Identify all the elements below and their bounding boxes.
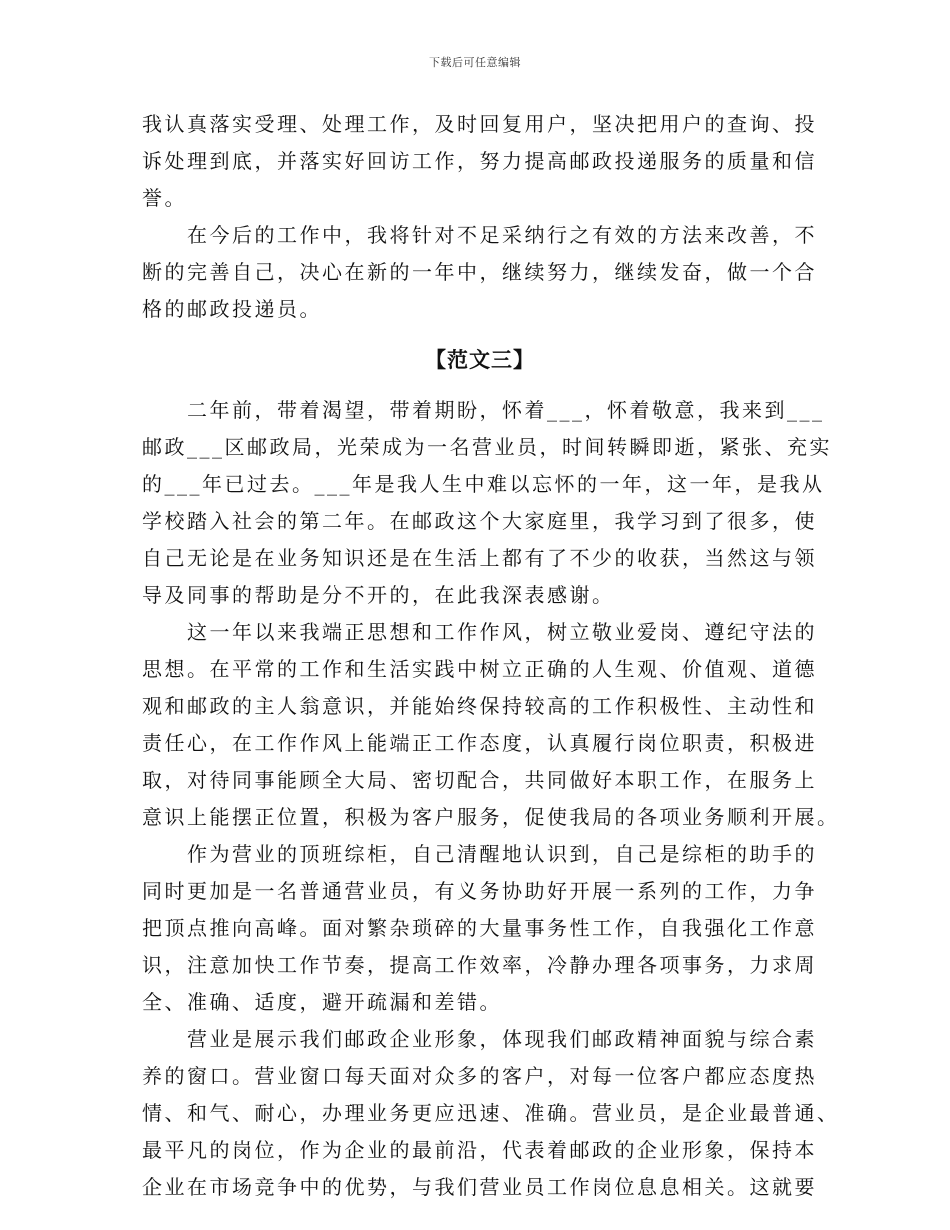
paragraph	[142, 836, 818, 1021]
text-line: 导及同事的帮助是分不开的，在此我深表感谢。	[142, 583, 615, 607]
text-line: 最平凡的岗位，作为企业的最前沿，代表着邮政的企业形象，保持本	[142, 1138, 817, 1162]
text-line: 的___年已过去。___年是我人生中难以忘怀的一年，这一年，是我从	[142, 472, 825, 496]
text-line: 学校踏入社会的第二年。在邮政这个大家庭里，我学习到了很多，使	[142, 509, 817, 533]
paragraph	[142, 1021, 840, 1206]
text-line: 邮政___区邮政局，光荣成为一名营业员，时间转瞬即逝，紧张、充实	[142, 435, 832, 459]
text-line: 观和邮政的主人翁意识，并能始终保持较高的工作积极性、主动性和	[142, 694, 817, 718]
text-line: 企业在市场竞争中的优势，与我们营业员工作岗位息息相关。这就要	[142, 1175, 817, 1199]
text-line: 情、和气、耐心，办理业务更应迅速、准确。营业员，是企业最普通、	[142, 1101, 840, 1125]
text-line: 意识上能摆正位置，积极为客户服务，促使我局的各项业务顺利开展。	[142, 805, 840, 829]
header-note: 下载后可任意编辑	[429, 56, 521, 69]
text-line: 格的邮政投递员。	[142, 297, 322, 321]
text-line: 在今后的工作中，我将针对不足采纳行之有效的方法来改善，不	[187, 223, 817, 247]
paragraph	[142, 106, 818, 217]
text-line: 取，对待同事能顾全大局、密切配合，共同做好本职工作，在服务上	[142, 768, 817, 792]
text-line: 誉。	[142, 186, 187, 210]
paragraph	[142, 392, 832, 614]
text-line: 这一年以来我端正思想和工作作风，树立敬业爱岗、遵纪守法的	[187, 620, 817, 644]
text-line: 养的窗口。营业窗口每天面对众多的客户，对每一位客户都应态度热	[142, 1064, 817, 1088]
paragraph	[142, 614, 840, 836]
text-line: 二年前，带着渴望，带着期盼，怀着___，怀着敬意，我来到___	[187, 398, 825, 422]
text-line: 我认真落实受理、处理工作，及时回复用户，坚决把用户的查询、投	[142, 112, 817, 136]
text-line: 诉处理到底，并落实好回访工作，努力提高邮政投递服务的质量和信	[142, 149, 817, 173]
text-line: 思想。在平常的工作和生活实践中树立正确的人生观、价值观、道德	[142, 657, 817, 681]
section-title: 【范文三】	[425, 348, 535, 372]
text-line: 责任心，在工作作风上能端正工作态度，认真履行岗位职责，积极进	[142, 731, 817, 755]
text-line: 营业是展示我们邮政企业形象，体现我们邮政精神面貌与综合素	[187, 1027, 817, 1051]
text-line: 自己无论是在业务知识还是在生活上都有了不少的收获，当然这与领	[142, 546, 817, 570]
text-line: 全、准确、适度，避开疏漏和差错。	[142, 990, 502, 1014]
text-line: 同时更加是一名普通营业员，有义务协助好开展一系列的工作，力争	[142, 879, 817, 903]
document-body	[142, 106, 840, 1206]
text-line: 识，注意加快工作节奏，提高工作效率，冷静办理各项事务，力求周	[142, 953, 817, 977]
text-line: 把顶点推向高峰。面对繁杂琐碎的大量事务性工作，自我强化工作意	[142, 916, 817, 940]
text-line: 断的完善自己，决心在新的一年中，继续努力，继续发奋，做一个合	[142, 260, 817, 284]
text-line: 作为营业的顶班综柜，自己清醒地认识到，自己是综柜的助手的	[187, 842, 817, 866]
paragraph	[142, 217, 818, 328]
